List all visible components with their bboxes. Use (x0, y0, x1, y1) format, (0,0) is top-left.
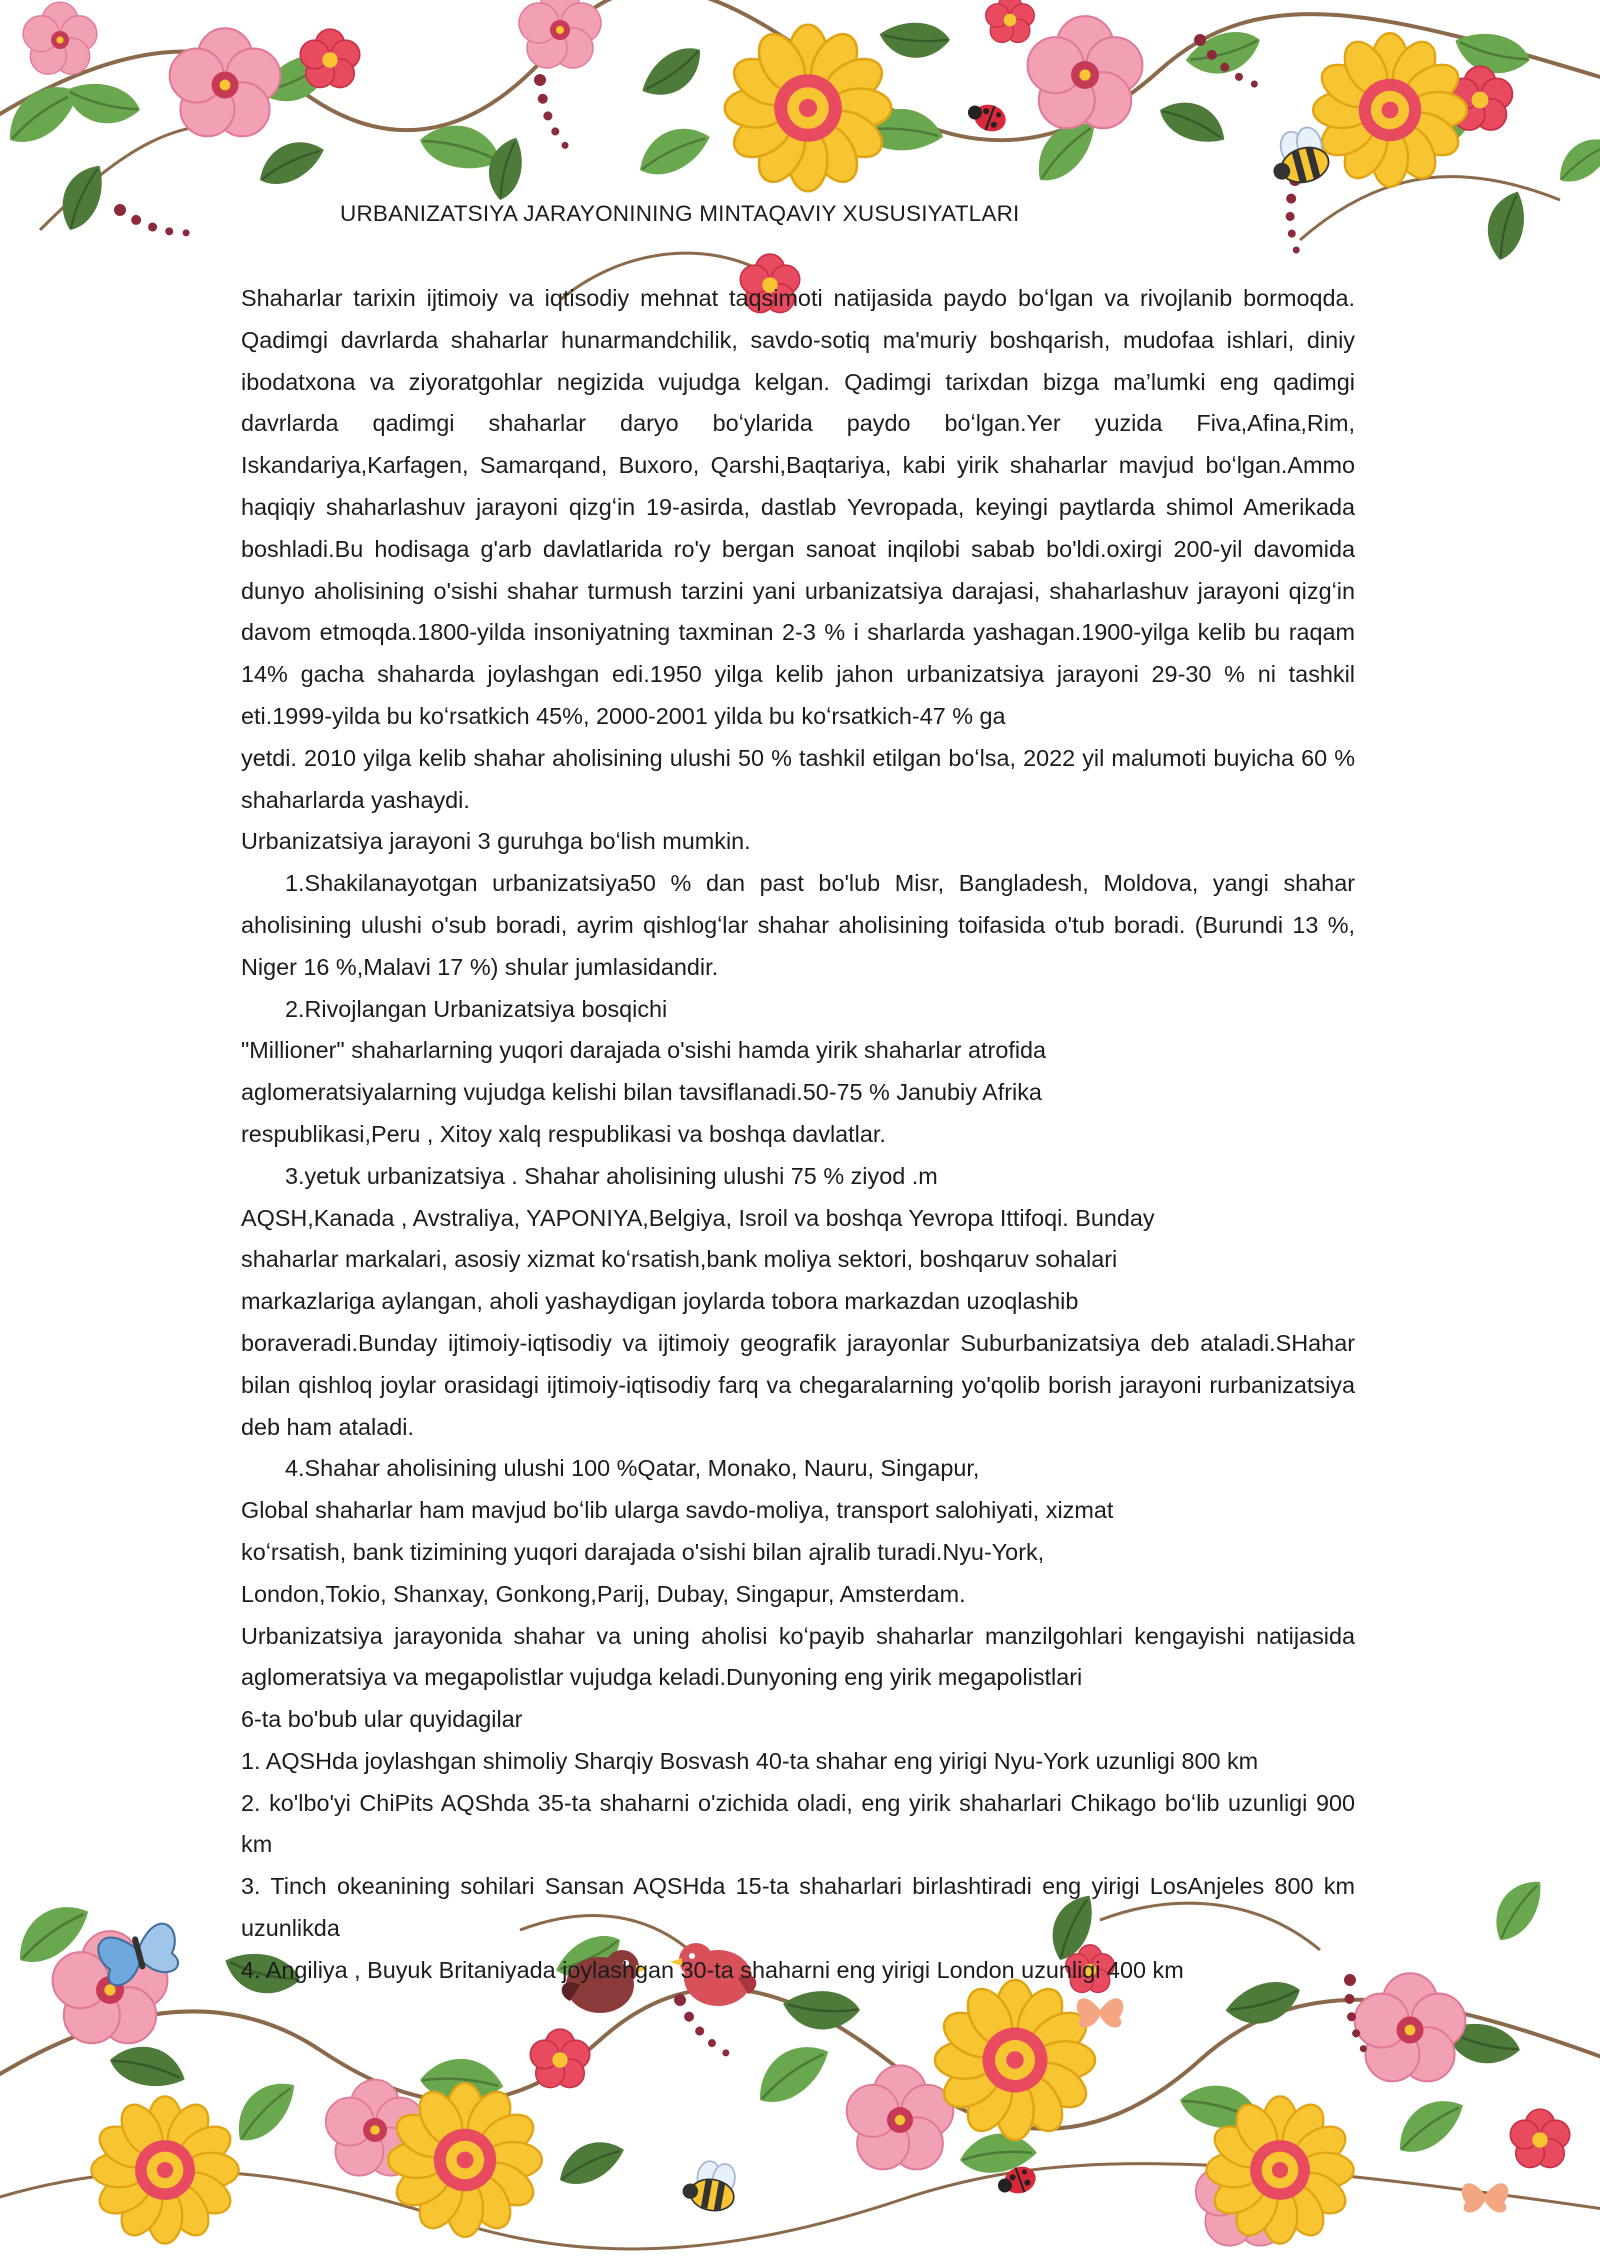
paragraph: 3.yetuk urbanizatsiya . Shahar aholisining ulushi 75 % ziyod .m (285, 1162, 938, 1189)
ladybug-icon (964, 98, 1010, 136)
paragraph: 6-ta bo'bub ular quyidagilar (241, 1706, 523, 1733)
flower-icon (91, 2096, 238, 2243)
paragraph: 1.Shakilanayotgan urbanizatsiya50 % dan past bo'lub Misr, Bangladesh, Moldova, yangi shahar aholisining ulushi o'sub boradi, ayrim qishlogʻlar shahar aholisining toifasida o'tub boradi. (Burundi 13 %, Niger 16 %,Malavi 17 %) shular jumlasidandir. (241, 870, 1355, 980)
paragraph: Shaharlar tarixin ijtimoiy va iqtisodiy mehnat taqsimoti natijasida paydo boʻlgan va rivojlanib bormoqda. Qadimgi davrlarda shaharlar hunarmandchilik, savdo-sotiq ma'muriy boshqarish, mudofaa ishlari, diniy ibodatxona va ziyoratgohlar negizida vujudga kelgan. Qadimgi tarixdan bizga ma’lumki eng qadimgi davrlarda qadimgi shaharlar daryo boʻylarida paydo boʻlgan.Yer yuzida Fiva,Afina,Rim, Iskandariya,Karfagen, Samarqand, Buxoro, Qarshi,Baqtariya, kabi yirik shaharlar mavjud boʻlgan.Ammo haqiqiy shaharlashuv jarayoni qizgʻin 19-asirda, dastlab Yevropada, keyingi paytlarda shimol Amerikada boshladi.Bu hodisaga g'arb davlatlarida ro'y bergan sanoat inqilobi sabab bo'ldi.oxirgi 200-yil davomida dunyo aholisining o'sishi shahar turmush tarzini yani urbanizatsiya darajasi, shaharlashuv jarayoni qizgʻin davom etmoqda.1800-yilda insoniyatning taxminan 2-3 % i sharlarda yashagan.1900-yilga kelib bu raqam 14% gacha shaharda joylashgan edi.1950 yilga kelib jahon urbanizatsiya jarayoni 29-30 % ni tashkil eti.1999-yilda bu koʻrsatkich 45%, 2000-2001 yilda bu koʻrsatkich-47 % ga (241, 285, 1355, 729)
flower-icon (986, 0, 1035, 43)
butterfly-icon (1077, 1998, 1124, 2027)
list-item: 3. Tinch okeanining sohilari Sansan AQSHda 15-ta shaharlari birlashtiradi eng yirigi LosAnjeles 800 km uzunlikda (241, 1873, 1355, 1942)
paragraph: shaharlar markalari, asosiy xizmat koʻrsatish,bank moliya sektori, boshqaruv sohalari (241, 1246, 1118, 1273)
paragraph: aglomeratsiyalarning vujudga kelishi bilan tavsiflanadi.50-75 % Janubiy Afrika (241, 1079, 1042, 1106)
flower-icon (530, 2029, 589, 2087)
paragraph: Urbanizatsiya jarayoni 3 guruhga boʻlish mumkin. (241, 828, 751, 855)
flower-icon (519, 0, 601, 68)
flower-icon (935, 1980, 1095, 2140)
paragraph: respublikasi,Peru , Xitoy xalq respublikasi va boshqa davlatlar. (241, 1120, 886, 1147)
bee-icon (680, 2157, 739, 2214)
flower-icon (1510, 2109, 1569, 2167)
flower-icon (1028, 16, 1143, 128)
paragraph: koʻrsatish, bank tizimining yuqori darajada o'sishi bilan ajralib turadi.Nyu-York, (241, 1538, 1045, 1565)
list-item: 1. AQSHda joylashgan shimoliy Sharqiy Bosvash 40-ta shahar eng yirigi Nyu-York uzunligi 800 km (241, 1747, 1259, 1774)
bee-icon (1264, 124, 1332, 190)
paragraph: "Millioner" shaharlarning yuqori darajada o'sishi hamda yirik shaharlar atrofida (241, 1037, 1047, 1064)
paragraph: London,Tokio, Shanxay, Gonkong,Parij, Dubay, Singapur, Amsterdam. (241, 1580, 966, 1607)
flower-icon (1355, 1973, 1466, 2081)
flower-icon (170, 28, 281, 136)
flower-icon (1313, 33, 1467, 187)
paragraph: yetdi. 2010 yilga kelib shahar aholisining ulushi 50 % tashkil etilgan boʻlsa, 2022 yil malumoti buyicha 60 % shaharlarda yashaydi. (241, 744, 1355, 813)
flower-icon (725, 25, 891, 191)
list-item: 4. Angiliya , Buyuk Britaniyada joylashgan 30-ta shaharni eng yirigi London uzunligi 400 km (241, 1956, 1184, 1983)
paragraph: boraveradi.Bunday ijtimoiy-iqtisodiy va ijtimoiy geografik jarayonlar Suburbanizatsiya deb ataladi.SHahar bilan qishloq joylar orasidagi ijtimoiy-iqtisodiy farq va chegaralarning yo'qolib borish jarayoni rurbanizatsiya deb ham ataladi. (241, 1329, 1355, 1440)
list-item: 2. ko'lbo'yi ChiPits AQShda 35-ta shaharni o'zichida oladi, eng yirik shaharlari Chikago boʻlib uzunligi 900 km (241, 1789, 1355, 1858)
document-title: URBANIZATSIYA JARAYONINING MINTAQAVIY XUSUSIYATLARI (340, 201, 1020, 226)
flower-icon (23, 2, 97, 74)
flower-icon (847, 2065, 954, 2169)
butterfly-icon (1462, 2183, 1509, 2212)
paragraph: Urbanizatsiya jarayonida shahar va uning aholisi koʻpayib shaharlar manzilgohlari kengayishi natijasida aglomeratsiya va megapolistlar vujudga keladi.Dunyoning eng yirik megapolistlari (241, 1622, 1355, 1691)
document-body (241, 278, 1355, 1992)
top-floral-border (0, 0, 1600, 313)
paragraph: 4.Shahar aholisining ulushi 100 %Qatar, Monako, Nauru, Singapur, (285, 1455, 980, 1482)
paragraph: AQSH,Kanada , Avstraliya, YAPONIYA,Belgiya, Isroil va boshqa Yevropa Ittifoqi. Bunday (241, 1204, 1155, 1231)
paragraph: markazlariga aylangan, aholi yashaydigan joylarda tobora markazdan uzoqlashib (241, 1288, 1079, 1315)
paragraph: 2.Rivojlangan Urbanizatsiya bosqichi (285, 995, 668, 1022)
paragraph: Global shaharlar ham mavjud boʻlib ularga savdo-moliya, transport salohiyati, xizmat (241, 1497, 1114, 1524)
flower-icon (300, 29, 359, 87)
